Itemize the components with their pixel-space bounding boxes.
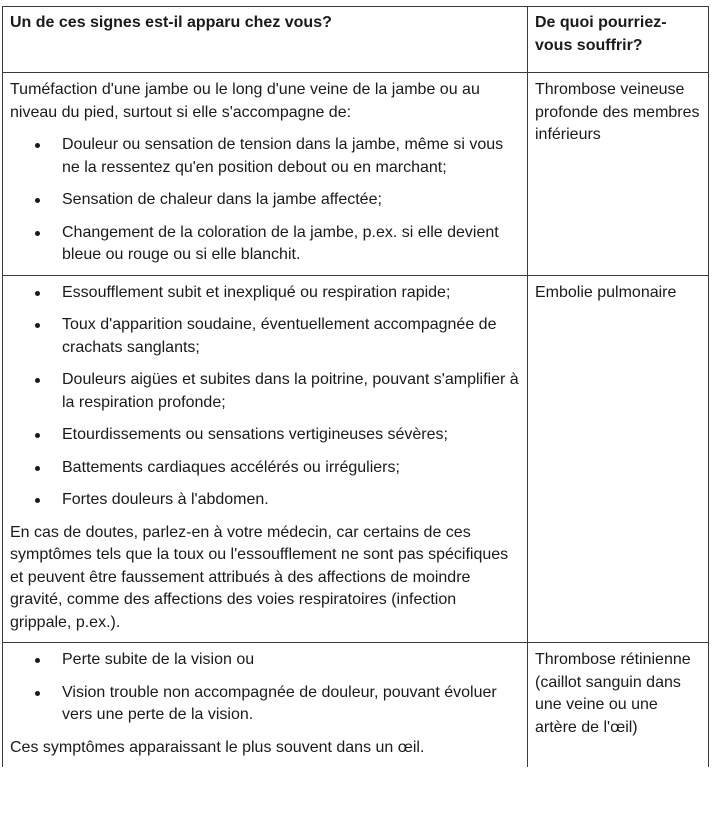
header-diagnosis: De quoi pourriez-vous souffrir? bbox=[528, 7, 709, 73]
list-item: Etourdissements ou sensations vertigineuses sévères; bbox=[10, 424, 520, 447]
row-note: Ces symptômes apparaissant le plus souvent dans un œil. bbox=[10, 738, 425, 756]
list-item: Battements cardiaques accélérés ou irréguliers; bbox=[10, 457, 520, 480]
table-row bbox=[3, 275, 709, 643]
symptom-list bbox=[10, 282, 520, 512]
list-item: Sensation de chaleur dans la jambe affectée; bbox=[10, 189, 520, 212]
diagnosis-cell: Thrombose veineuse profonde des membres inférieurs bbox=[528, 73, 709, 276]
list-item: Toux d'apparition soudaine, éventuellement accompagnée de crachats sanglants; bbox=[10, 314, 520, 359]
list-item: Douleur ou sensation de tension dans la jambe, même si vous ne la ressentez qu'en position debout ou en marchant; bbox=[10, 134, 520, 179]
diagnosis-cell: Thrombose rétinienne (caillot sanguin dans une veine ou une artère de l'œil) bbox=[528, 643, 709, 768]
symptoms-table bbox=[2, 6, 709, 767]
symptoms-cell bbox=[3, 275, 528, 643]
diagnosis-cell: Embolie pulmonaire bbox=[528, 275, 709, 643]
table-row bbox=[3, 73, 709, 276]
list-item: Douleurs aigües et subites dans la poitrine, pouvant s'amplifier à la respiration profonde; bbox=[10, 369, 520, 414]
list-item: Perte subite de la vision ou bbox=[10, 649, 520, 672]
table-header-row bbox=[3, 7, 709, 73]
list-item: Changement de la coloration de la jambe, p.ex. si elle devient bleue ou rouge ou si elle blanchit. bbox=[10, 222, 520, 267]
list-item: Essoufflement subit et inexpliqué ou respiration rapide; bbox=[10, 282, 520, 305]
symptom-list bbox=[10, 134, 520, 267]
table-row bbox=[3, 643, 709, 768]
row-intro: Tuméfaction d'une jambe ou le long d'une veine de la jambe ou au niveau du pied, surtout si elle s'accompagne de: bbox=[10, 81, 480, 121]
list-item: Vision trouble non accompagnée de douleur, pouvant évoluer vers une perte de la vision. bbox=[10, 682, 520, 727]
header-symptoms: Un de ces signes est-il apparu chez vous? bbox=[3, 7, 528, 73]
symptom-list bbox=[10, 649, 520, 727]
list-item: Fortes douleurs à l'abdomen. bbox=[10, 489, 520, 512]
symptoms-cell bbox=[3, 73, 528, 276]
symptoms-cell bbox=[3, 643, 528, 768]
row-note: En cas de doutes, parlez-en à votre médecin, car certains de ces symptômes tels que la toux ou l'essoufflement ne sont pas spécifiques et peuvent être faussement attribués à des affections de moindre gravité, comme des affections des voies respiratoires (infection grippale, p.ex.). bbox=[10, 523, 509, 631]
